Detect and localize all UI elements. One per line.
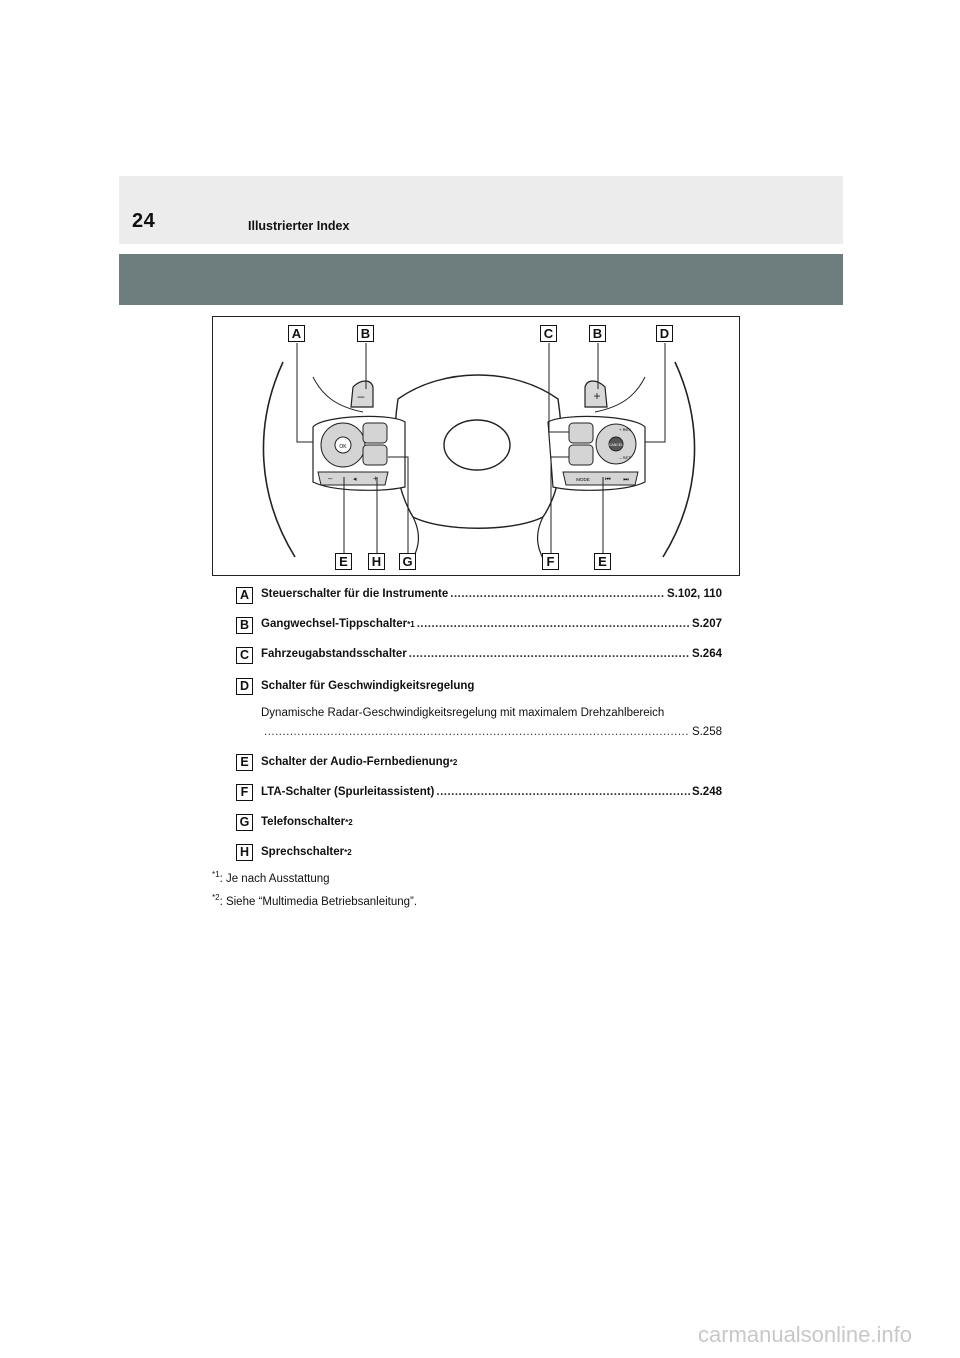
footnote-ref: *2 <box>449 758 458 767</box>
section-band <box>119 254 843 305</box>
item-label-e: E <box>236 754 253 771</box>
svg-text:MODE: MODE <box>576 477 590 482</box>
footnote-ref: *1 <box>407 620 415 629</box>
svg-text:◂: ◂ <box>353 476 357 483</box>
item-label-f: F <box>236 784 253 801</box>
item-label-a: A <box>236 587 253 604</box>
item-page-ref[interactable]: S.248 <box>691 786 722 798</box>
steering-wheel-drawing <box>213 317 741 577</box>
callout-f: F <box>542 553 559 570</box>
item-text: Steuerschalter für die Instrumente <box>261 588 449 600</box>
callout-d: D <box>656 325 673 342</box>
svg-text:+: + <box>373 474 378 483</box>
item-f <box>261 786 722 798</box>
svg-text:–: – <box>357 389 365 403</box>
sub-item-page-ref[interactable]: S.258 <box>691 726 722 738</box>
item-h <box>261 846 722 858</box>
item-label-c: C <box>236 647 253 664</box>
item-text: Fahrzeugabstandsschalter <box>261 648 407 660</box>
page-number: 24 <box>132 210 156 232</box>
callout-c: C <box>540 325 557 342</box>
footnote-2 <box>212 893 417 908</box>
item-page-ref[interactable]: S.207 <box>691 618 722 630</box>
item-text: Gangwechsel-Tippschalter <box>261 618 408 630</box>
svg-text:⏮: ⏮ <box>605 477 611 483</box>
item-text: Telefonschalter <box>261 816 346 828</box>
svg-text:–: – <box>328 474 333 483</box>
section-title: Illustrierter Index <box>248 219 350 233</box>
item-text: Schalter für Geschwindigkeitsregelung <box>261 680 475 692</box>
item-g <box>261 816 722 828</box>
item-label-g: G <box>236 814 253 831</box>
item-page-ref[interactable]: S.102, 110 <box>667 588 722 600</box>
callout-e-right: E <box>594 553 611 570</box>
callout-e-left: E <box>335 553 352 570</box>
footnote-ref: *2 <box>345 818 353 827</box>
ok-button-label: OK <box>339 444 347 450</box>
steering-wheel-figure <box>212 316 740 576</box>
sub-item-row <box>264 726 722 738</box>
svg-text:CANCEL: CANCEL <box>608 443 624 447</box>
header-band <box>119 176 843 244</box>
svg-text:– SET: – SET <box>619 455 631 460</box>
footnote-text: : Siehe “Multimedia Betriebsanleitung”. <box>219 895 418 908</box>
item-b <box>261 618 722 630</box>
item-d <box>261 680 722 692</box>
item-e <box>261 756 722 768</box>
watermark: carmanualsonline.info <box>697 1322 912 1347</box>
callout-b-right: B <box>589 325 606 342</box>
callout-g: G <box>399 553 416 570</box>
svg-text:⏭: ⏭ <box>623 477 629 483</box>
item-label-h: H <box>236 844 253 861</box>
sub-item-text: Dynamische Radar-Geschwindigkeitsregelung mit maximalem Drehzahlbereich <box>261 707 665 719</box>
item-label-b: B <box>236 617 253 634</box>
footnote-ref: *2 <box>344 848 352 857</box>
footnote-mark: *1 <box>212 870 220 879</box>
item-text: LTA-Schalter (Spurleitassistent) <box>261 786 435 798</box>
item-page-ref[interactable]: S.264 <box>691 648 722 660</box>
footnote-1 <box>212 870 330 885</box>
callout-a: A <box>288 325 305 342</box>
item-c <box>261 648 722 660</box>
svg-text:+ RES: + RES <box>619 427 631 432</box>
item-a <box>261 588 722 600</box>
footnote-text: : Je nach Ausstattung <box>219 872 330 885</box>
item-label-d: D <box>236 678 253 695</box>
callout-b-left: B <box>357 325 374 342</box>
svg-text:+: + <box>593 389 601 403</box>
footnote-mark: *2 <box>212 893 220 902</box>
item-text: Schalter der Audio-Fernbedienung <box>261 756 450 768</box>
callout-h: H <box>368 553 385 570</box>
item-text: Sprechschalter <box>261 846 345 858</box>
